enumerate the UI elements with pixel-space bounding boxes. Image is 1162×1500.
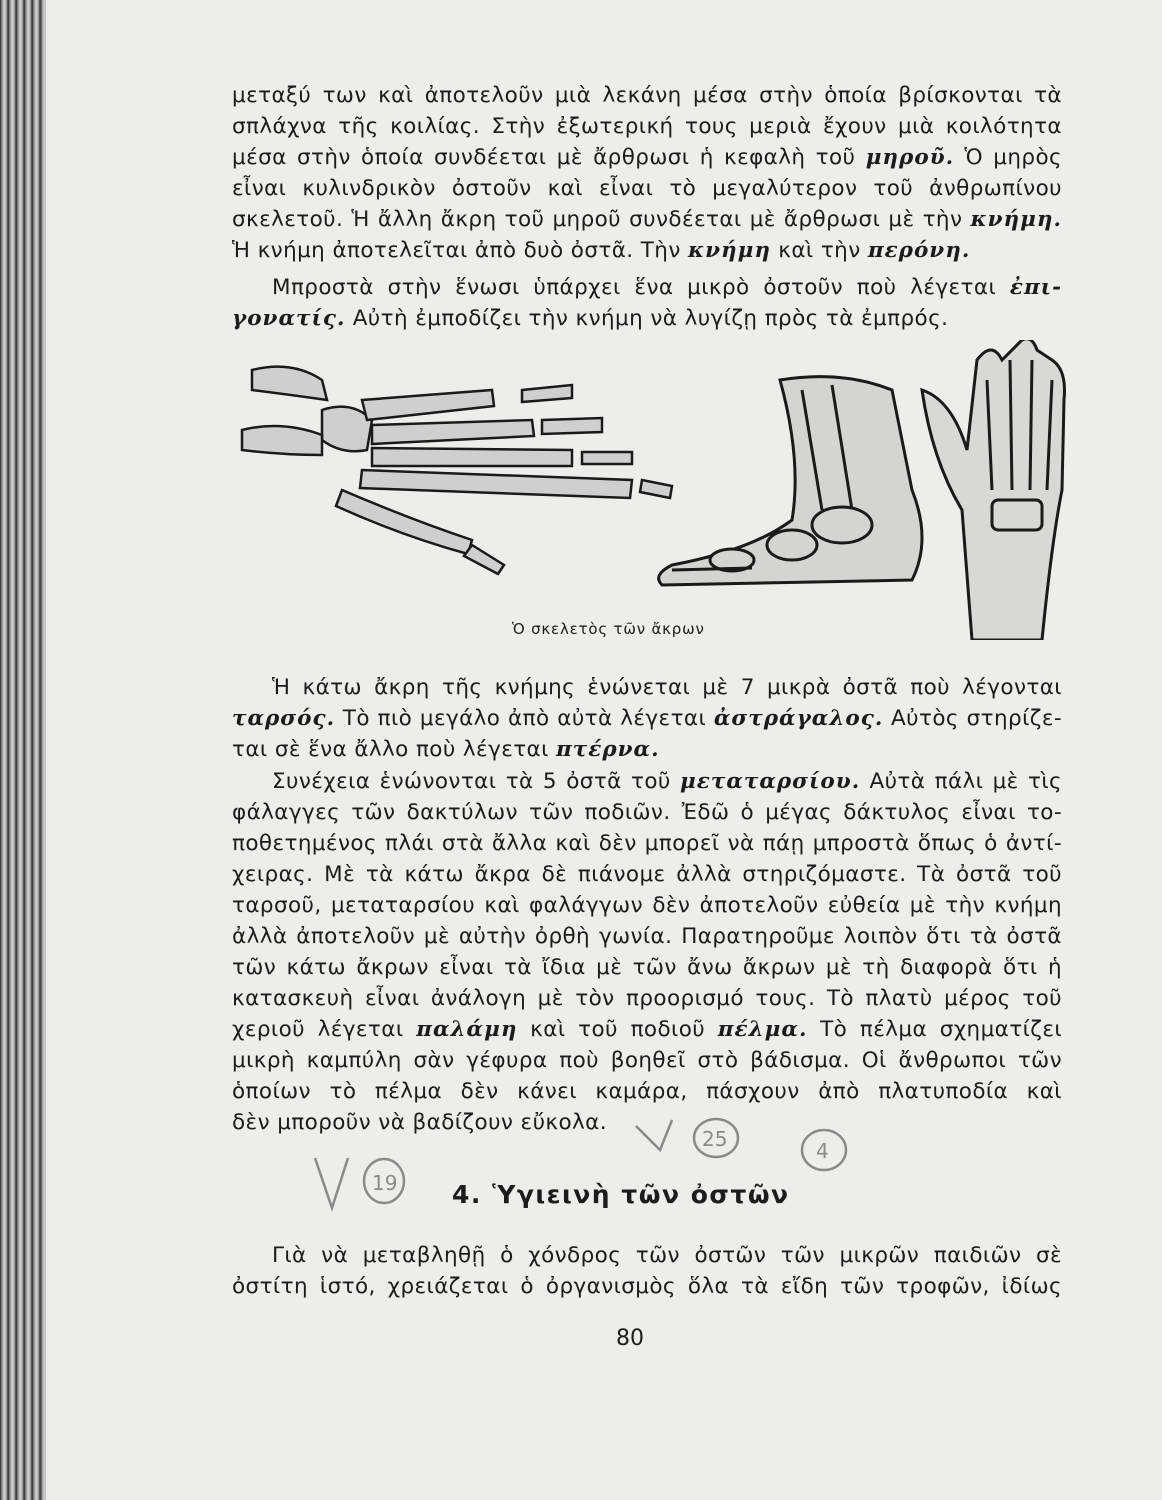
page-number: 80 [616,1326,644,1351]
term-pterna: πτέρνα. [556,737,660,762]
text-line: Ἡ κνήμη ἀποτελεῖται ἀπὸ δυὸ ὀστᾶ. Τὴν κνήμη καὶ τὴν περόνη. [232,238,971,263]
term-astragalos: ἀστράγαλος. [713,706,884,731]
text-line: χειρας. Μὲ τὰ κάτω ἄκρα δὲ πιάνομε ἀλλὰ στηριζόμαστε. Τὰ ὀστᾶ τοῦ [232,862,1062,887]
text-line: ὀστίτη ἱστό, χρειάζεται ὁ ὀργανισμὸς ὅλα τὰ εἴδη τῶν τροφῶν, ἰδίως [232,1274,1062,1299]
text-line: κατασκευὴ εἶναι ἀνάλογη μὲ τὸν προορισμό τους. Τὸ πλατὺ μέρος τοῦ [232,986,1062,1011]
text-line: δὲν μποροῦν νὰ βαδίζουν εὔκολα. [232,1110,607,1135]
text-line: φάλαγγες τῶν δακτύλων τῶν ποδιῶν. Ἐδῶ ὁ μέγας δάκτυλος εἶναι το- [232,800,1062,825]
text-line: ὁποίων τὸ πέλμα δὲν κάνει καμάρα, πάσχουν ἀπὸ πλατυποδία καὶ [232,1079,1062,1104]
text-line: μεταξύ των καὶ ἀποτελοῦν μιὰ λεκάνη μέσα στὴν ὁποία βρίσκονται τὰ [232,83,1062,108]
figure-caption: Ὁ σκελετὸς τῶν ἄκρων [512,620,705,638]
text-line: ταρσός. Τὸ πιὸ μεγάλο ἀπὸ αὐτὰ λέγεται ἀστράγαλος. Αὐτὸς στηρίζε- [232,706,1063,731]
text-line: χεριοῦ λέγεται παλάμη καὶ τοῦ ποδιοῦ πέλμα. Τὸ πέλμα σχηματίζει [232,1017,1063,1042]
text-line: γονατίς. Αὐτὴ ἐμποδίζει τὴν κνήμη νὰ λυγίζῃ πρὸς τὰ ἐμπρός. [232,306,949,331]
text-line: ταρσοῦ, μεταταρσίου καὶ φαλάγγων δὲν ἀποτελοῦν εὐθεία μὲ τὴν κνήμη [232,893,1062,918]
term-knimi: κνήμη. [970,207,1063,232]
text-line: Συνέχεια ἑνώνονται τὰ 5 ὀστᾶ τοῦ μεταταρσίου. Αὐτὰ πάλι μὲ τὶς [272,769,1063,794]
text-line: σκελετοῦ. Ἡ ἄλλη ἄκρη τοῦ μηροῦ συνδέεται μὲ ἄρθρωσι μὲ τὴν κνήμη. [232,207,1063,232]
checkmark-icon [636,1120,672,1150]
text-line: Μπροστὰ στὴν ἕνωσι ὑπάρχει ἕνα μικρὸ ὀστοῦν ποὺ λέγεται ἐπι- [272,275,1063,300]
text-line: ται σὲ ἕνα ἄλλο ποὺ λέγεται πτέρνα. [232,737,660,762]
term-palami: παλάμη [416,1017,518,1042]
term-epigonatis-a: ἐπι- [1009,275,1063,300]
text-line: ποθετημένος πλάι στὰ ἄλλα καὶ δὲν μπορεῖ νὰ πάῃ μπροστὰ ὅπως ὁ ἀντί- [232,831,1062,856]
handwritten-mark: 25 [702,1127,728,1151]
section-heading: 4. Ὑγιεινὴ τῶν ὀστῶν [452,1180,790,1209]
text-line: τῶν κάτω ἄκρων εἶναι τὰ ἴδια μὲ τῶν ἄνω ἄκρων μὲ τὴ διαφορὰ ὅτι ἡ [232,955,1062,980]
text-line: μέσα στὴν ὁποία συνδέεται μὲ ἄρθρωσι ἡ κεφαλὴ τοῦ μηροῦ. Ὁ μηρὸς [232,145,1063,170]
text-line: μικρὴ καμπύλη σὰν γέφυρα ποὺ βοηθεῖ στὸ βάδισμα. Οἱ ἄνθρωποι τῶν [232,1048,1062,1073]
term-epigonatis-b: γονατίς. [232,306,346,331]
text-line: ἀλλὰ ἀποτελοῦν μὲ αὐτὴν ὀρθὴ γωνία. Παρατηροῦμε λοιπὸν ὅτι τὰ ὀστᾶ [232,924,1062,949]
checkmark-icon [315,1158,348,1208]
text-line: σπλάχνα τῆς κοιλίας. Στὴν ἐξωτερική τους μεριὰ ἔχουν μιὰ κοιλότητα [232,114,1062,139]
text-line: εἶναι κυλινδρικὸν ὀστοῦν καὶ εἶναι τὸ μεγαλύτερον τοῦ ἀνθρωπίνου [232,176,1062,201]
paragraph-5 [232,1240,1062,1302]
term-knimi-2: κνήμη [687,238,772,263]
term-mirou: μηροῦ. [865,145,955,170]
term-pelma: πέλμα. [717,1017,808,1042]
term-tarsos: ταρσός. [232,706,336,731]
handwritten-mark: 19 [372,1171,398,1195]
handwritten-mark: 4 [816,1139,829,1163]
term-peroni: περόνη. [867,238,971,263]
text-line: Γιὰ νὰ μεταβληθῇ ὁ χόνδρος τῶν ὀστῶν τῶν μικρῶν παιδιῶν σὲ [272,1243,1062,1268]
text-line: Ἡ κάτω ἄκρη τῆς κνήμης ἑνώνεται μὲ 7 μικρὰ ὀστᾶ ποὺ λέγονται [272,675,1062,700]
term-metatarsiou: μεταταρσίου. [680,769,861,794]
